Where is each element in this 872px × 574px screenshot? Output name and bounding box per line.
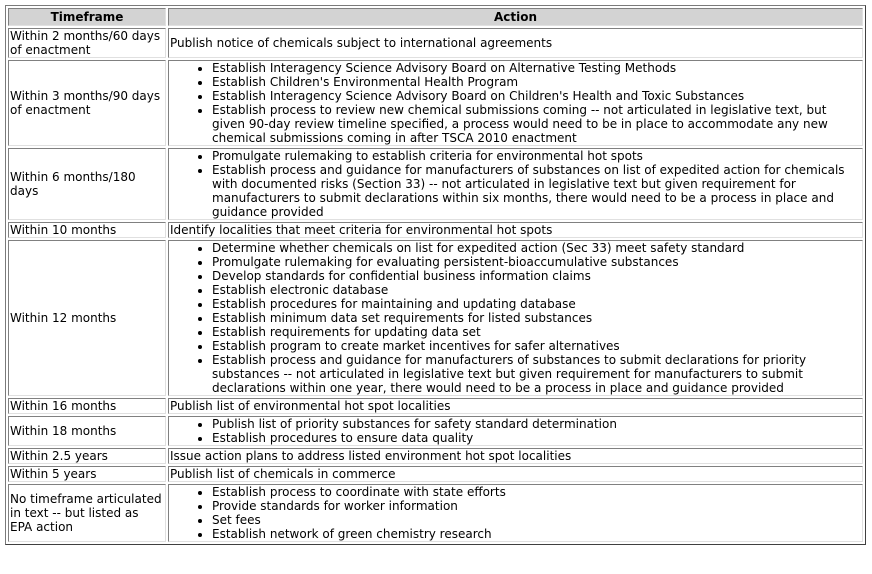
list-item: • Establish process to coordinate with state efforts [212,485,861,499]
header-row [8,8,863,26]
timeframe-cell: Within 18 months [8,416,166,446]
action-list [170,149,861,219]
list-item: • Establish Interagency Science Advisory Board on Alternative Testing Methods [212,61,861,75]
timeframe-cell: Within 16 months [8,398,166,414]
action-cell: Issue action plans to address listed environment hot spot localities [168,448,863,464]
table-row [8,448,863,464]
action-list [170,241,861,395]
action-cell: Publish list of chemicals in commerce [168,466,863,482]
action-cell: Identify localities that meet criteria for environmental hot spots [168,222,863,238]
action-cell [168,416,863,446]
table-row [8,416,863,446]
table-row [8,222,863,238]
list-item: • Establish procedures for maintaining and updating database [212,297,861,311]
list-item: • Publish list of priority substances for safety standard determination [212,417,861,431]
action-list [170,61,861,145]
action-cell [168,484,863,542]
list-item: • Set fees [212,513,861,527]
action-list [170,485,861,541]
table-row [8,148,863,220]
action-cell [168,148,863,220]
list-item: • Establish process and guidance for manufacturers of substances to submit declarations for priority substances -- not articulated in legislative text but given requirement for manufacturers to submit declarations within one year, there would need to be a process in place and guidance provided [212,353,861,395]
list-item: • Develop standards for confidential business information claims [212,269,861,283]
list-item: • Establish process and guidance for manufacturers of substances on list of expedited action for chemicals with documented risks (Section 33) -- not articulated in legislative text but given requirement for manufacturers to submit declarations within six months, there would need to be a process in place and guidance provided [212,163,861,219]
table-row [8,60,863,146]
timeframe-cell: Within 2.5 years [8,448,166,464]
timeframe-cell: Within 2 months/60 days of enactment [8,28,166,58]
list-item: • Establish Children's Environmental Health Program [212,75,861,89]
list-item: • Promulgate rulemaking for evaluating persistent-bioaccumulative substances [212,255,861,269]
timeframe-cell: Within 10 months [8,222,166,238]
list-item: • Provide standards for worker information [212,499,861,513]
list-item: • Determine whether chemicals on list for expedited action (Sec 33) meet safety standard [212,241,861,255]
table-row [8,240,863,396]
list-item: • Establish process to review new chemical submissions coming -- not articulated in legislative text, but given 90-day review timeline specified, a process would need to be in place to accommodate any new chemical submissions coming in after TSCA 2010 enactment [212,103,861,145]
timeline-table [5,5,866,545]
list-item: • Establish requirements for updating data set [212,325,861,339]
list-item: • Establish Interagency Science Advisory Board on Children's Health and Toxic Substances [212,89,861,103]
list-item: • Establish network of green chemistry research [212,527,861,541]
action-list [170,417,861,445]
list-item: • Establish electronic database [212,283,861,297]
action-cell [168,240,863,396]
table-row [8,398,863,414]
action-cell: Publish list of environmental hot spot localities [168,398,863,414]
list-item: • Establish minimum data set requirements for listed substances [212,311,861,325]
timeframe-cell: Within 5 years [8,466,166,482]
table-body [8,28,863,542]
timeframe-header: Timeframe [8,8,166,26]
timeframe-cell: Within 12 months [8,240,166,396]
table-row [8,466,863,482]
list-item: • Establish program to create market incentives for safer alternatives [212,339,861,353]
action-header: Action [168,8,863,26]
action-cell: Publish notice of chemicals subject to international agreements [168,28,863,58]
timeframe-cell: Within 6 months/180 days [8,148,166,220]
timeframe-cell: No timeframe articulated in text -- but listed as EPA action [8,484,166,542]
list-item: • Promulgate rulemaking to establish criteria for environmental hot spots [212,149,861,163]
table-row [8,28,863,58]
list-item: • Establish procedures to ensure data quality [212,431,861,445]
table-row [8,484,863,542]
action-cell [168,60,863,146]
timeframe-cell: Within 3 months/90 days of enactment [8,60,166,146]
